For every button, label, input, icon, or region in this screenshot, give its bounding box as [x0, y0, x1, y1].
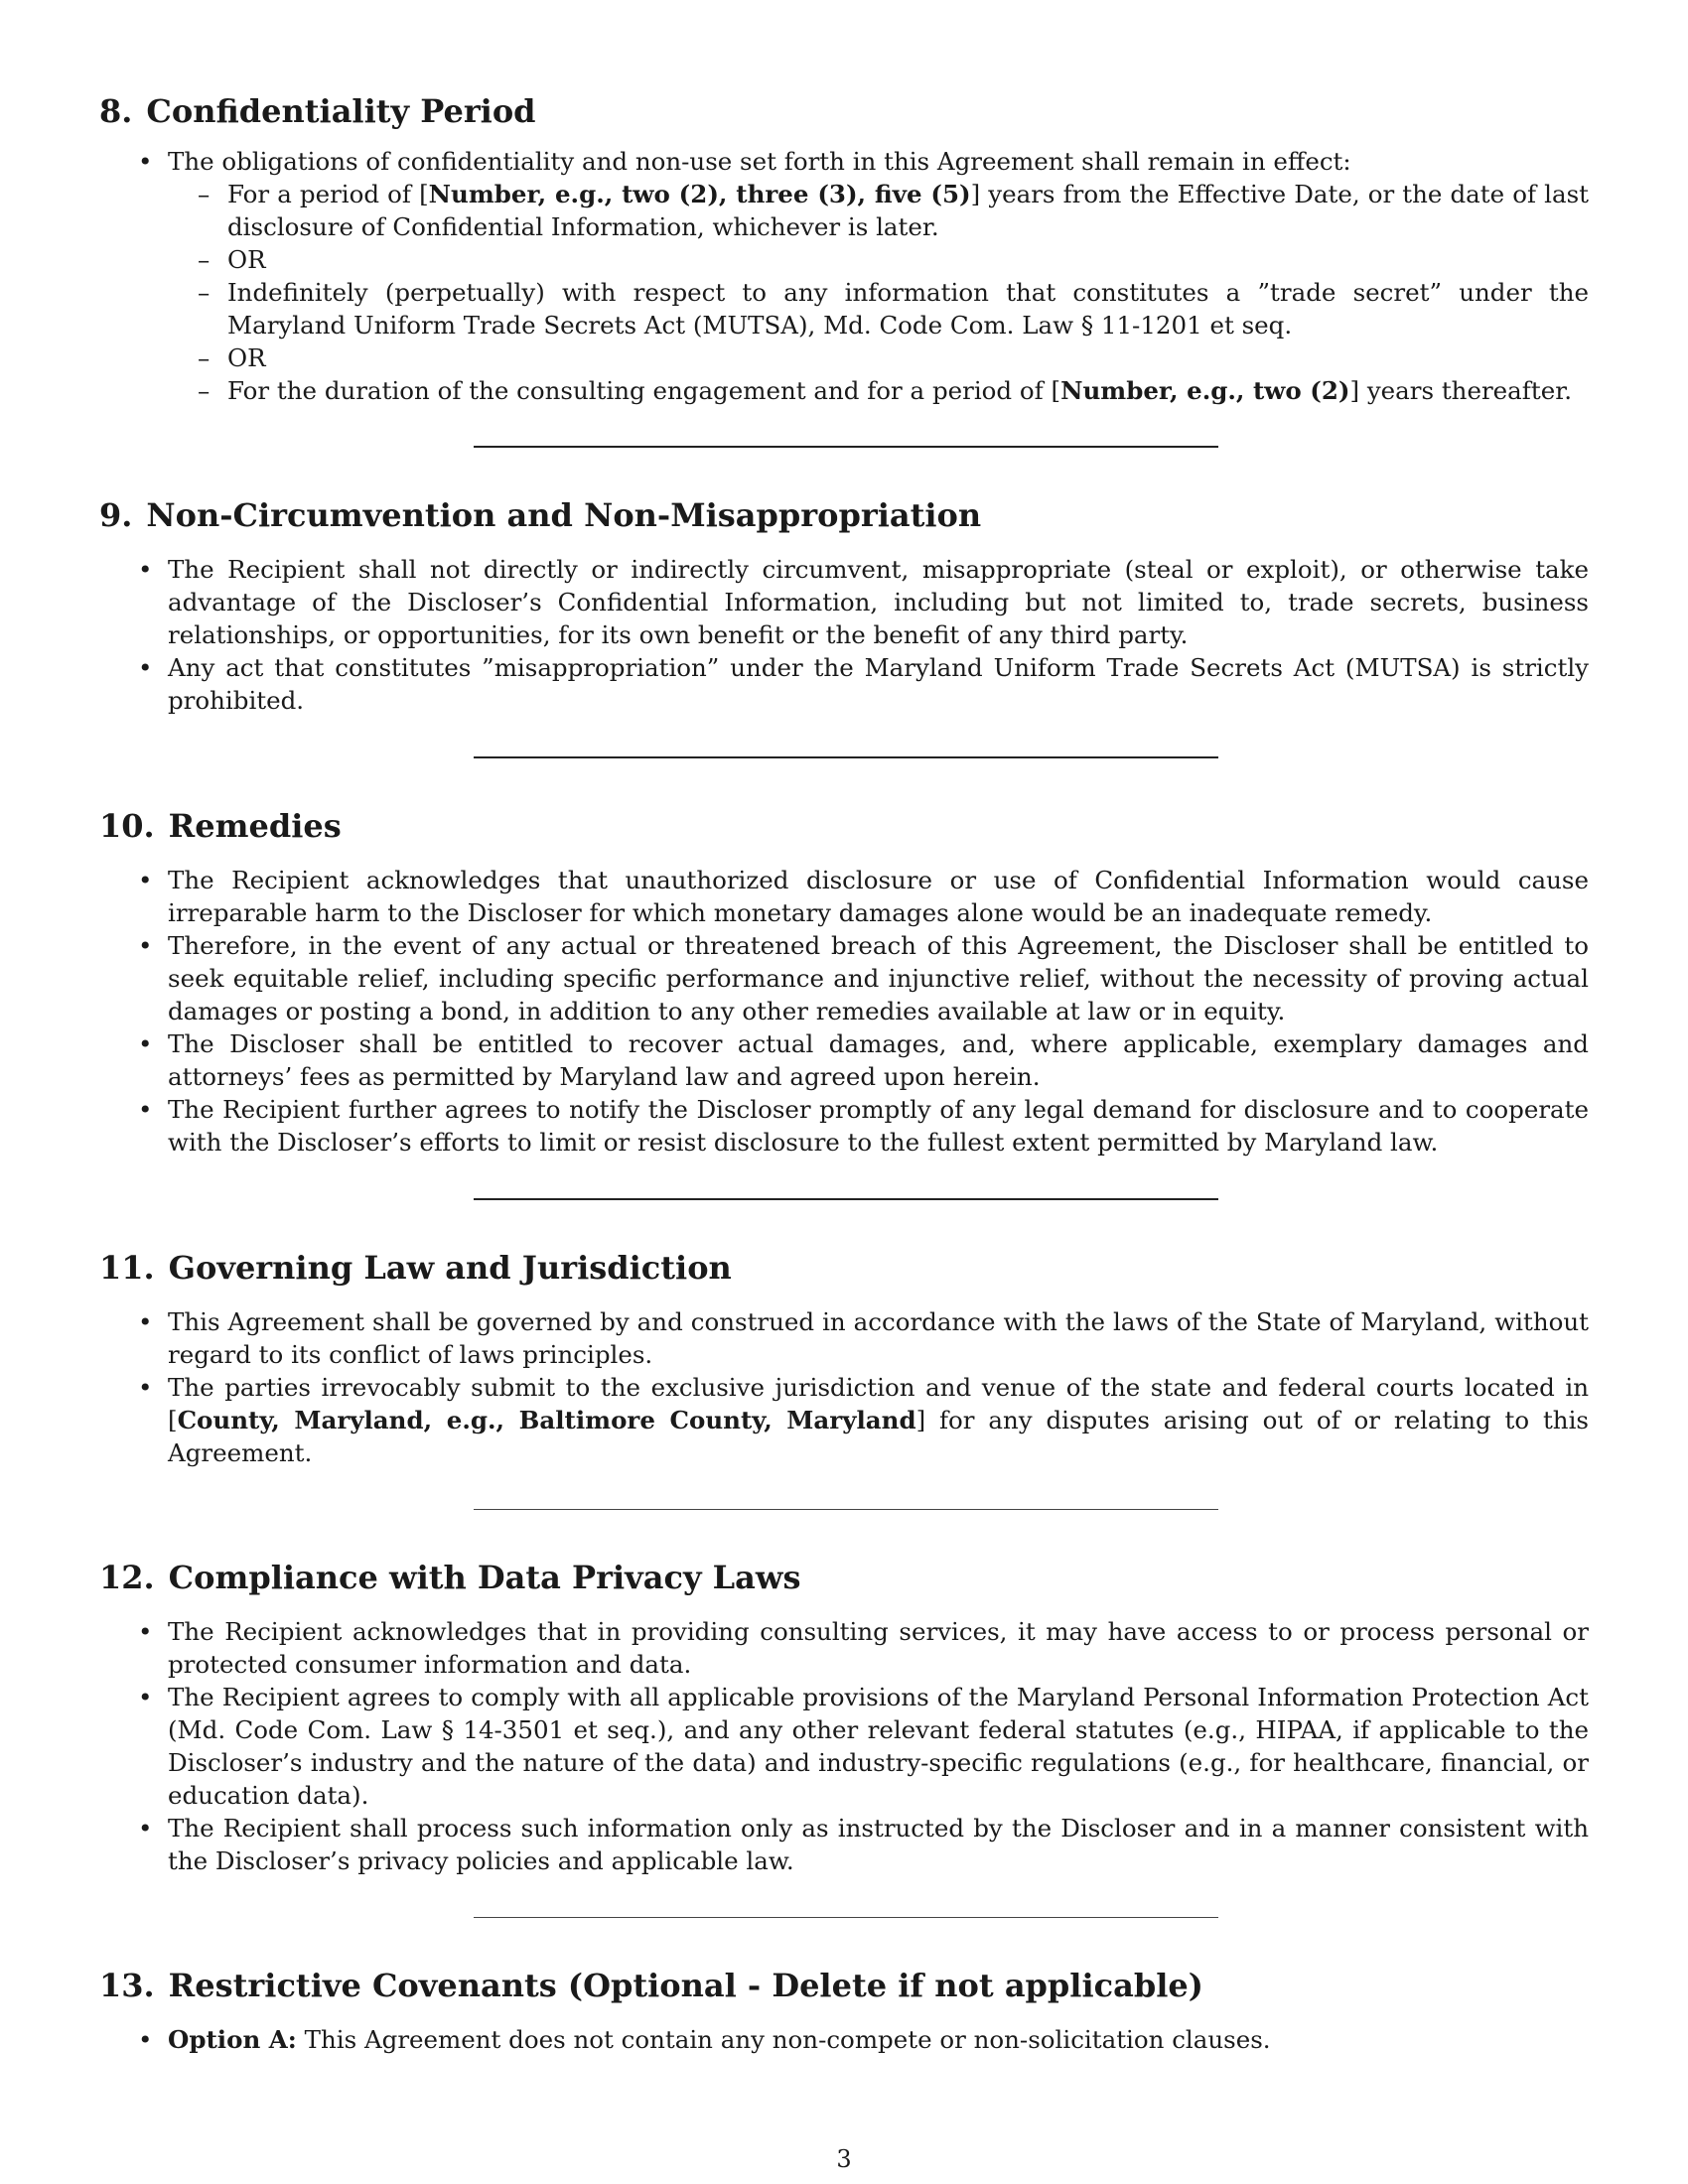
section-9: [99, 495, 1589, 717]
list-item: [168, 2023, 1589, 2056]
section-number: 9.: [99, 496, 133, 534]
section-11: [99, 1248, 1589, 1469]
section-13: [99, 1966, 1589, 2056]
section-heading: [99, 1966, 1589, 2005]
horizontal-rule: [474, 1509, 1218, 1510]
text: This Agreement does not contain any non-compete or non-solicitation clauses.: [296, 2025, 1271, 2054]
sub-list-item: [227, 178, 1589, 243]
bullet-list: [99, 864, 1589, 1159]
sub-list-item: [227, 243, 1589, 276]
section-heading: [99, 806, 1589, 846]
section-number: 11.: [99, 1249, 155, 1287]
text: For a period of [: [227, 180, 429, 208]
page-number: 3: [836, 2145, 852, 2173]
section-heading: [99, 495, 1589, 535]
list-item: • The Recipient further agrees to notify the Discloser promptly of any legal demand for disclosure and to cooperate with the Discloser’s efforts to limit or resist disclosure to the fullest extent permitted by Maryland law.: [168, 1093, 1589, 1159]
bullet-list: [99, 553, 1589, 717]
text: The parties irrevocably submit to the exclusive jurisdiction and venue of the state and federal courts located in [: [168, 1373, 1589, 1434]
list-item: • The Recipient acknowledges that unauthorized disclosure or use of Confidential Information would cause irreparable harm to the Discloser for which monetary damages alone would be an inadequate remedy.: [168, 864, 1589, 929]
section-12: [99, 1558, 1589, 1877]
list-item: • The Recipient agrees to comply with all applicable provisions of the Maryland Personal Information Protection Act (Md. Code Com. Law § 14-3501 et seq.), and any other relevant federal statutes (e.g., HIPAA, if applicable to the Discloser’s industry and the nature of the data) and industry-specific regulations (e.g., for healthcare, financial, or education data).: [168, 1681, 1589, 1812]
section-heading: [99, 1558, 1589, 1597]
bullet-list: [99, 2023, 1589, 2056]
section-number: 10.: [99, 807, 155, 845]
section-title: Non-Circumvention and Non-Misappropriation: [146, 496, 982, 534]
text: OR: [227, 245, 266, 274]
list-item: [168, 1371, 1589, 1469]
list-item: • The Recipient acknowledges that in providing consulting services, it may have access to or process personal or protected consumer information and data.: [168, 1615, 1589, 1681]
list-item-text: The obligations of confidentiality and non-use set forth in this Agreement shall remain in effect:: [168, 147, 1351, 176]
text: ] for any disputes arising out of or relating to this Agreement.: [168, 1406, 1589, 1467]
text: ] years from the Effective Date, or the date of last disclosure of Confidential Information, whichever is later.: [227, 180, 1589, 241]
list-item: • The Recipient shall process such information only as instructed by the Discloser and in a manner consistent with the Discloser’s privacy policies and applicable law.: [168, 1812, 1589, 1877]
bullet-list: [99, 1615, 1589, 1877]
list-item: • The Recipient shall not directly or indirectly circumvent, misappropriate (steal or exploit), or otherwise take advantage of the Discloser’s Confidential Information, including but not limited to, trade secrets, business relationships, or opportunities, for its own benefit or the benefit of any third party.: [168, 553, 1589, 651]
section-8: [99, 91, 1589, 407]
sub-list-item: [227, 374, 1589, 407]
text: ] years thereafter.: [1349, 376, 1572, 405]
list-item: • Any act that constitutes ”misappropriation” under the Maryland Uniform Trade Secrets Act (MUTSA) is strictly prohibited.: [168, 651, 1589, 717]
text: Indefinitely (perpetually) with respect to any information that constitutes a ”trade secret” under the Maryland Uniform Trade Secrets Act (MUTSA), Md. Code Com. Law § 11-1201 et seq.: [227, 278, 1589, 340]
section-title: Confidentiality Period: [146, 92, 536, 130]
placeholder-bold: Number, e.g., two (2): [1060, 376, 1350, 405]
horizontal-rule: [474, 1917, 1218, 1918]
list-item: • This Agreement shall be governed by and construed in accordance with the laws of the State of Maryland, without regard to its conflict of laws principles.: [168, 1305, 1589, 1371]
list-item: • The Discloser shall be entitled to recover actual damages, and, where applicable, exemplary damages and attorneys’ fees as permitted by Maryland law and agreed upon herein.: [168, 1027, 1589, 1093]
bullet-list: [99, 145, 1589, 407]
section-title: Remedies: [168, 807, 342, 845]
horizontal-rule: [474, 756, 1218, 758]
section-10: [99, 806, 1589, 1159]
section-heading: [99, 91, 1589, 131]
document-page: [99, 91, 1589, 2056]
section-title: Compliance with Data Privacy Laws: [168, 1559, 801, 1596]
sub-list-item: [227, 276, 1589, 341]
section-title: Governing Law and Jurisdiction: [168, 1249, 732, 1287]
section-number: 13.: [99, 1967, 155, 2004]
text: For the duration of the consulting engagement and for a period of [: [227, 376, 1061, 405]
section-number: 8.: [99, 92, 133, 130]
bullet-list: [99, 1305, 1589, 1469]
placeholder-bold: Number, e.g., two (2), three (3), five (5): [428, 180, 971, 208]
section-title: Restrictive Covenants (Optional - Delete if not applicable): [168, 1967, 1203, 2004]
list-item: • Therefore, in the event of any actual or threatened breach of this Agreement, the Discloser shall be entitled to seek equitable relief, including specific performance and injunctive relief, without the necessity of proving actual damages or posting a bond, in addition to any other remedies available at law or in equity.: [168, 929, 1589, 1027]
text: OR: [227, 343, 266, 372]
placeholder-bold: County, Maryland, e.g., Baltimore County, Maryland: [177, 1406, 916, 1434]
option-label: Option A:: [168, 2025, 297, 2054]
horizontal-rule: [474, 1198, 1218, 1200]
sub-list-item: [227, 341, 1589, 374]
horizontal-rule: [474, 446, 1218, 448]
list-item: [168, 145, 1589, 407]
sub-list: [168, 178, 1589, 407]
section-number: 12.: [99, 1559, 155, 1596]
section-heading: [99, 1248, 1589, 1288]
